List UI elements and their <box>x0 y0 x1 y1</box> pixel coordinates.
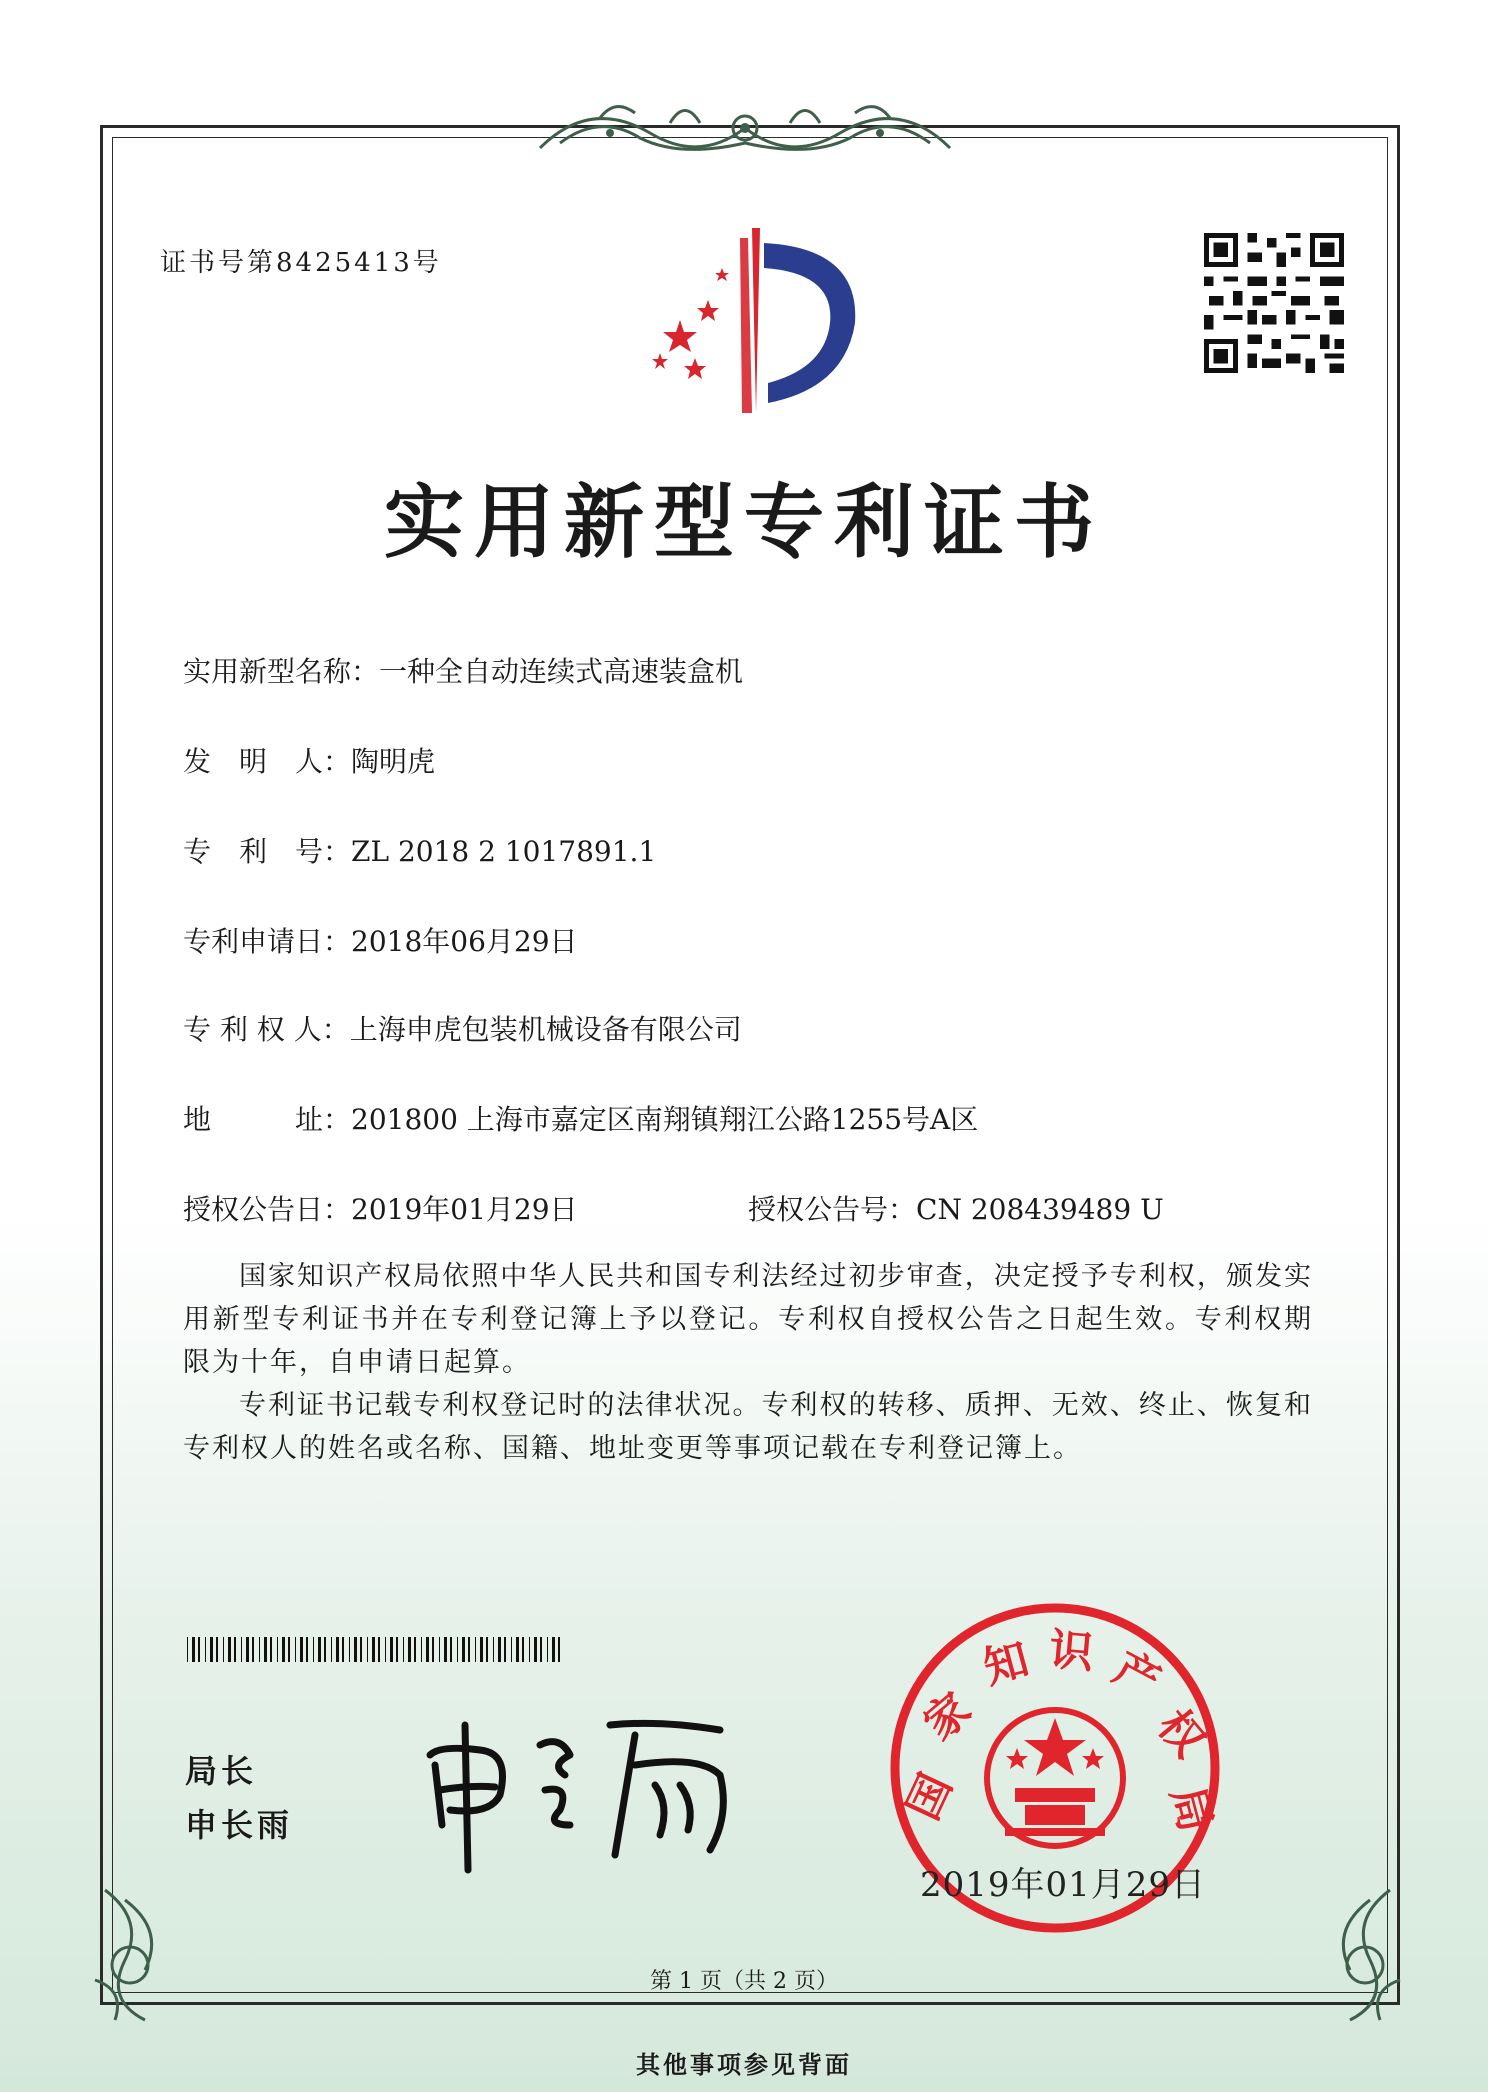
field-inventor <box>183 740 435 780</box>
field-label: 专 利 权 人： <box>183 1013 350 1046</box>
field-label: 专 利 号： <box>183 835 352 868</box>
field-value: 201800 上海市嘉定区南翔镇翔江公路1255号A区 <box>351 1103 979 1136</box>
field-value: ZL 2018 2 1017891.1 <box>351 835 657 868</box>
director-signature-icon <box>420 1705 760 1875</box>
field-label: 发 明 人： <box>183 745 352 778</box>
director-name: 申长雨 <box>185 1806 294 1844</box>
field-label: 专利申请日： <box>183 925 352 958</box>
field-value: 一种全自动连续式高速装盒机 <box>379 655 744 688</box>
footer-note: 其他事项参见背面 <box>636 2050 852 2079</box>
field-address <box>183 1098 978 1138</box>
field-application-date <box>183 920 578 960</box>
svg-text:知: 知 <box>978 1633 1035 1695</box>
paragraph-legal-status: 专利证书记载专利权登记时的法律状况。专利权的转移、质押、无效、终止、恢复和专利权人的姓名或名称、国籍、地址变更等事项记载在专利登记簿上。 <box>183 1390 1313 1464</box>
field-value: 2018年06月29日 <box>351 925 578 958</box>
svg-text:产: 产 <box>1105 1642 1169 1709</box>
top-ornament-icon <box>530 88 960 168</box>
field-grant-date <box>183 1188 578 1228</box>
certificate-number: 证书号第8425413号 <box>160 248 442 278</box>
seal-date: 2019年01月29日 <box>920 1865 1207 1905</box>
qr-code-icon <box>1204 233 1344 373</box>
field-value: 上海申虎包装机械设备有限公司 <box>349 1013 742 1046</box>
field-label: 授权公告号： <box>748 1193 917 1226</box>
svg-text:家: 家 <box>914 1683 981 1751</box>
patent-office-emblem-icon <box>640 228 880 418</box>
field-value: 陶明虎 <box>351 745 436 778</box>
field-patent-number <box>183 830 656 870</box>
svg-text:国: 国 <box>897 1766 963 1828</box>
certificate-title: 实用新型专利证书 <box>384 475 1104 569</box>
field-label: 地 址： <box>183 1103 352 1136</box>
svg-text:局: 局 <box>1160 1781 1222 1838</box>
bottom-left-ornament-icon <box>85 1880 195 2030</box>
field-value: 2019年01月29日 <box>351 1193 578 1226</box>
page-number: 第 1 页（共 2 页） <box>650 1969 838 1994</box>
svg-text:识: 识 <box>1047 1624 1096 1679</box>
director-title: 局长 <box>185 1752 258 1790</box>
field-label: 授权公告日： <box>183 1193 352 1226</box>
paragraph-grant: 国家知识产权局依照中华人民共和国专利法经过初步审查，决定授予专利权，颁发实用新型专利证书并在专利登记簿上予以登记。专利权自授权公告之日起生效。专利权期限为十年，自申请日起算。 <box>183 1261 1313 1378</box>
field-patentee <box>183 1008 742 1048</box>
field-value: CN 208439489 U <box>916 1193 1164 1226</box>
barcode-icon <box>187 1637 567 1662</box>
field-announcement-number <box>748 1188 1164 1228</box>
bottom-right-ornament-icon <box>1300 1880 1410 2030</box>
svg-text:权: 权 <box>1147 1700 1215 1767</box>
field-utility-model-name <box>183 650 743 690</box>
field-label: 实用新型名称： <box>183 655 380 688</box>
